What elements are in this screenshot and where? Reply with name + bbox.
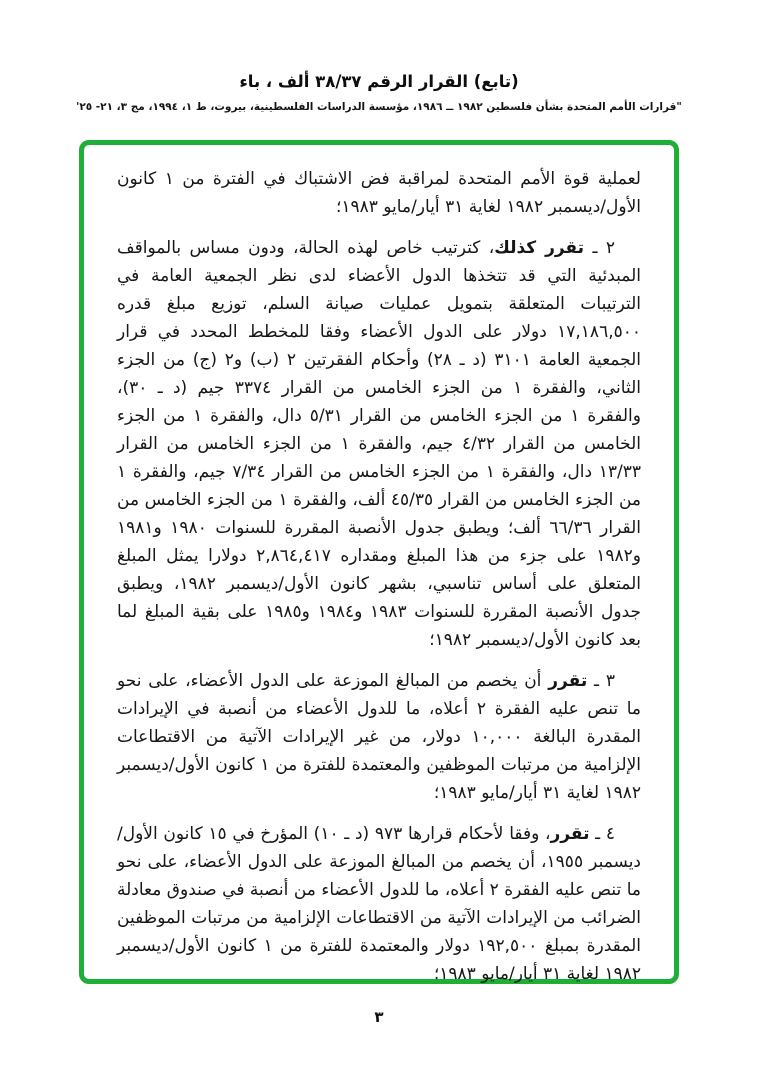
paragraph-bold-term: تقرر كذلك <box>494 238 585 258</box>
paragraph-operative-4 <box>117 820 641 988</box>
paragraph-text: ، وفقا لأحكام قرارها ٩٧٣ (د ـ ١٠) المؤرخ في ١٥ كانون الأول/ديسمبر ١٩٥٥، أن يخصم من المبالغ الموزعة على الدول الأعضاء، على نحو ما تنص عليه الفقرة ٢ أعلاه، ما للدول الأعضاء من أنصبة في صندوق معادلة الضرائب من الإيرادات الآتية من الاقتطاعات الإلزامية من مرتبات الموظفين المقدرة بمبلغ ١٩٢,٥٠٠ دولار والمعتمدة للفترة من ١ كانون الأول/ديسمبر ١٩٨٢ لغاية ٣١ أيار/مايو ١٩٨٣؛ <box>117 824 641 984</box>
paragraph-bold-term: تقرر <box>548 671 588 691</box>
paragraph-text: أن يخصم من المبالغ الموزعة على الدول الأعضاء، على نحو ما تنص عليه الفقرة ٢ أعلاه، ما للدول الأعضاء من أنصبة في الإيرادات المقدرة البالغة ١٠,٠٠٠ دولار، من غير الإيرادات الآتية من الاقتطاعات الإلزامية من مرتبات الموظفين والمعتمدة للفترة من ١ كانون الأول/ديسمبر ١٩٨٢ لغاية ٣١ أيار/مايو ١٩٨٣؛ <box>117 671 641 803</box>
paragraph-operative-2 <box>117 234 641 654</box>
paragraph-lead: ٢ ـ <box>584 238 615 258</box>
paragraph-operative-3 <box>117 667 641 807</box>
content-frame <box>79 140 679 984</box>
paragraph-bold-term: تقرر <box>550 824 590 844</box>
paragraph-text: لعملية قوة الأمم المتحدة لمراقبة فض الاشتباك في الفترة من ١ كانون الأول/ديسمبر ١٩٨٢ لغاية ٣١ أيار/مايو ١٩٨٣؛ <box>117 169 641 217</box>
paragraph-continuation <box>117 165 641 221</box>
resolution-body <box>117 165 641 988</box>
paragraph-lead: ٤ ـ <box>589 824 615 844</box>
paragraph-lead: ٣ ـ <box>587 671 615 691</box>
page-number: ٣ <box>374 1008 384 1026</box>
page-title: (تابع) القرار الرقم ٣٨/٣٧ ألف ، باء <box>239 72 519 91</box>
paragraph-text: ، كترتيب خاص لهذه الحالة، ودون مساس بالمواقف المبدئية التي قد تتخذها الدول الأعضاء لدى نظر الجمعية العامة في الترتيبات المتعلقة بتمويل عمليات صيانة السلم، توزيع مبلغ قدره ١٧,١٨٦,٥٠٠ دولار على الدول الأعضاء وفقا للمخطط المحدد في قرار الجمعية العامة ٣١٠١ (د ـ ٢٨) وأحكام الفقرتين ٢ (ب) و٢ (ج) من الجزء الثاني، والفقرة ١ من الجزء الخامس من القرار ٣٣٧٤ جيم (د ـ ٣٠)، والفقرة ١ من الجزء الخامس من القرار ٥/٣١ دال، والفقرة ١ من الجزء الخامس من القرار ٤/٣٢ جيم، والفقرة ١ من الجزء الخامس من القرار ١٣/٣٣ دال، والفقرة ١ من الجزء الخامس من القرار ٧/٣٤ جيم، والفقرة ١ من الجزء الخامس من القرار ٤٥/٣٥ ألف، والفقرة ١ من الجزء الخامس من القرار ٦٦/٣٦ ألف؛ ويطبق جدول الأنصبة المقررة للسنوات ١٩٨٠ و١٩٨١ و١٩٨٢ على جزء من هذا المبلغ ومقداره ٢,٨٦٤,٤١٧ دولارا يمثل المبلغ المتعلق على أساس تناسبي، بشهر كانون الأول/ديسمبر ١٩٨٢، ويطبق جدول الأنصبة المقررة للسنوات ١٩٨٣ و١٩٨٤ و١٩٨٥ على بقية المبلغ لما بعد كانون الأول/ديسمبر ١٩٨٢؛ <box>117 238 642 650</box>
page-header <box>0 0 758 113</box>
source-citation: "قرارات الأمم المتحدة بشأن فلسطين ١٩٨٢ ــ ١٩٨٦، مؤسسة الدراسات الفلسطينية، بيروت، ط ١، ١٩٩٤، مج ٣، ٢١- ٢٥' <box>76 101 682 113</box>
